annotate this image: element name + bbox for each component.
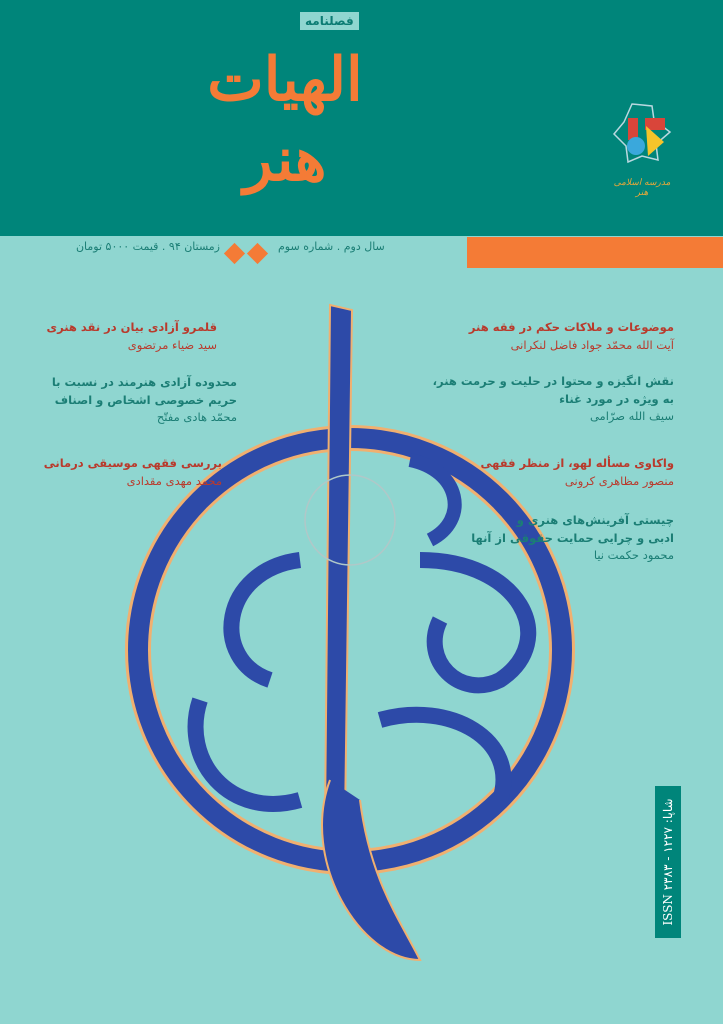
article-title: محدوده آزادی هنرمند در نسبت با — [51, 375, 237, 389]
toc-item — [471, 512, 674, 565]
toc-item — [469, 319, 674, 354]
toc-item — [481, 455, 675, 490]
article-title: به ویژه در مورد غناء — [559, 391, 674, 406]
toc-item — [44, 455, 222, 490]
article-title: نقش انگیزه و محتوا در حلیت و حرمت هنر، — [432, 374, 674, 388]
issue-volume-number: سال دوم . شماره سوم — [278, 240, 385, 253]
issue-date-price: زمستان ۹۴ . قیمت ۵۰۰۰ تومان — [75, 240, 220, 253]
issn-label — [655, 786, 681, 938]
article-author: منصور مظاهری کرونی — [564, 473, 674, 488]
article-title: واکاوی مسأله لهو، از منظر فقهی — [480, 456, 674, 470]
article-title: بررسی فقهی موسیقی درمانی — [43, 456, 222, 470]
article-title: حریم خصوصی اشخاص و اصناف — [54, 392, 237, 407]
toc-item — [433, 373, 674, 426]
article-author: آیت الله محمّد جواد فاضل لنکرانی — [510, 337, 674, 352]
logo-text: مدرسه اسلامی هنر — [613, 178, 671, 198]
issn-text: ISSN ۲۳۸۳ - ۱۲۲۷ :شاپا — [661, 798, 675, 926]
journal-title: الهیات هنر — [207, 45, 363, 195]
article-title: چیستی آفرینش‌های هنری و — [516, 513, 674, 527]
article-author: محمود حکمت نیا — [593, 548, 674, 562]
article-author: سید ضیاء مرتضوی — [127, 337, 217, 352]
article-author: سیف الله صرّامی — [589, 409, 674, 423]
toc-item — [52, 374, 237, 427]
article-title: ادبی و چرایی حمایت حقوقی از آنها — [471, 530, 674, 545]
toc-item — [47, 319, 217, 354]
journal-type-label: فصلنامه — [300, 12, 359, 30]
article-title: موضوعات و ملاکات حکم در فقه هنر — [468, 320, 674, 334]
article-author: محمّد هادی مفتّح — [156, 410, 237, 424]
article-author: محمد مهدی مقدادی — [126, 473, 222, 488]
article-title: قلمرو آزادی بیان در نقد هنری — [46, 320, 217, 334]
